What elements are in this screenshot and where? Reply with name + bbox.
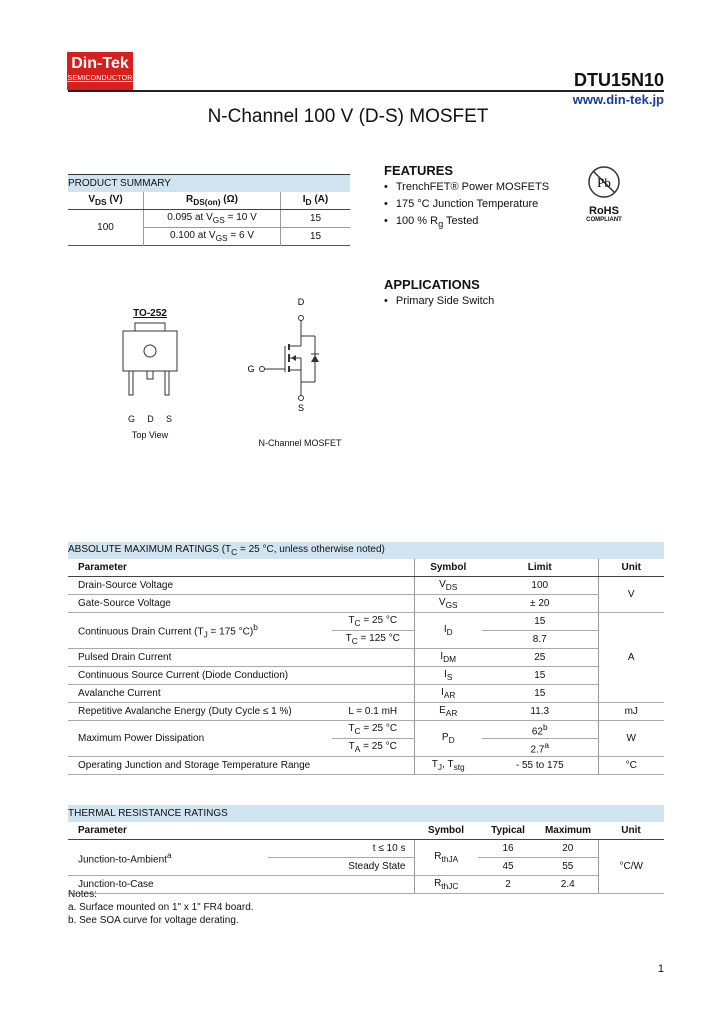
website-link[interactable]: www.din-tek.jp — [572, 92, 664, 107]
page-number: 1 — [657, 963, 664, 975]
abs-max-header: Parameter Symbol Limit Unit — [68, 559, 664, 577]
abs-max-row-tj: Operating Junction and Storage Temperature Range $T_J$, $T_{stg}$ - 55 to 175 °C — [68, 757, 664, 775]
product-summary-title: PRODUCT SUMMARY — [68, 175, 350, 193]
rohs-badge — [584, 162, 624, 223]
svg-text:S: S — [297, 403, 305, 413]
pb-free-icon — [584, 162, 624, 202]
thermal-header: Parameter Symbol Typical Maximum Unit — [68, 822, 664, 840]
vds-value: 100 — [97, 222, 114, 233]
product-summary-row: 0.100 at $V_{GS} = 6$ V 15 — [68, 228, 350, 246]
logo-subtitle: SEMICONDUCTOR — [67, 75, 133, 82]
company-logo — [67, 52, 133, 90]
product-summary-table — [68, 174, 350, 246]
product-summary-header: $V_{DS}$ (V) $R_{DS(on)}$ (Ω) $I_D$ (A) — [68, 192, 350, 210]
product-summary-row: 100 0.095 at $V_{GS} = 10$ V 15 — [68, 210, 350, 228]
svg-text:D: D — [297, 297, 305, 307]
feature-item: • 100 % $R_g$ Tested — [384, 215, 549, 232]
abs-max-title: ABSOLUTE MAXIMUM RATINGS ($T_C = 25$ °C, unless otherwise noted) — [68, 542, 664, 559]
mosfet-schematic — [245, 296, 355, 446]
abs-max-row-vds: Drain-Source Voltage $V_{DS}$ 100 V — [68, 577, 664, 595]
svg-text:G: G — [247, 364, 255, 374]
to252-package-icon — [120, 321, 180, 416]
abs-max-row-pd-ta: $T_A = 25$ °C 2.7$^a$ — [68, 739, 664, 757]
abs-max-row-id-125: $T_C = 125$ °C 8.7 — [68, 631, 664, 649]
svg-text:Pb: Pb — [597, 175, 611, 190]
page-title: N-Channel 100 V (D-S) MOSFET — [207, 106, 489, 127]
thermal-row-ja-steady: Steady State 45 55 — [68, 858, 664, 876]
logo-name: Din-Tek — [71, 55, 129, 72]
absolute-max-ratings-table — [68, 542, 664, 775]
abs-max-row-is: Continuous Source Current (Diode Conduction) $I_S$ 15 — [68, 667, 664, 685]
feature-item: • TrenchFET® Power MOSFETS — [384, 181, 549, 198]
abs-max-row-pd: Maximum Power Dissipation $T_C = 25$ °C $P_D$ 62$^b$ W — [68, 721, 664, 739]
package-caption: Top View — [131, 430, 169, 440]
schematic-caption: N-Channel MOSFET — [258, 438, 342, 448]
rohs-label: RoHS — [589, 205, 619, 217]
thermal-resistance-table — [68, 805, 664, 894]
part-number: DTU15N10 — [573, 70, 664, 90]
abs-max-row-idm: Pulsed Drain Current $I_{DM}$ 25 — [68, 649, 664, 667]
thermal-row-jc: Junction-to-Case $R_{thJC}$ 2 2.4 — [68, 876, 664, 894]
abs-max-row-vgs: Gate-Source Voltage $V_{GS}$ ± 20 — [68, 595, 664, 613]
thermal-row-ja: Junction-to-Ambient$^a$ t ≤ 10 s $R_{thJA}$ 16 20 °C/W — [68, 840, 664, 858]
package-name: TO-252 — [133, 308, 167, 319]
package-pins: G D S — [128, 414, 172, 424]
applications-title: APPLICATIONS — [384, 277, 480, 292]
n-channel-mosfet-icon — [245, 296, 355, 421]
note-b: b. See SOA curve for voltage derating. — [68, 915, 239, 926]
features-section — [384, 163, 549, 232]
thermal-title: THERMAL RESISTANCE RATINGS — [68, 805, 664, 822]
features-title: FEATURES — [384, 163, 454, 178]
rohs-compliant-label: COMPLIANT — [586, 217, 622, 223]
application-item: • Primary Side Switch — [384, 295, 494, 312]
applications-section — [384, 277, 494, 312]
feature-item: • 175 °C Junction Temperature — [384, 198, 549, 215]
notes-title: Notes: — [68, 889, 97, 900]
notes-section — [68, 888, 254, 927]
abs-max-row-ear: Repetitive Avalanche Energy (Duty Cycle ≤ 1 %) L = 0.1 mH $E_{AR}$ 11.3 mJ — [68, 703, 664, 721]
abs-max-row-id: Continuous Drain Current ($T_J = 175$ °C)$^b$ $T_C = 25$ °C $I_D$ 15 A — [68, 613, 664, 631]
package-drawing — [120, 308, 180, 440]
abs-max-row-iar: Avalanche Current $I_{AR}$ 15 — [68, 685, 664, 703]
note-a: a. Surface mounted on 1" x 1" FR4 board. — [68, 902, 254, 913]
